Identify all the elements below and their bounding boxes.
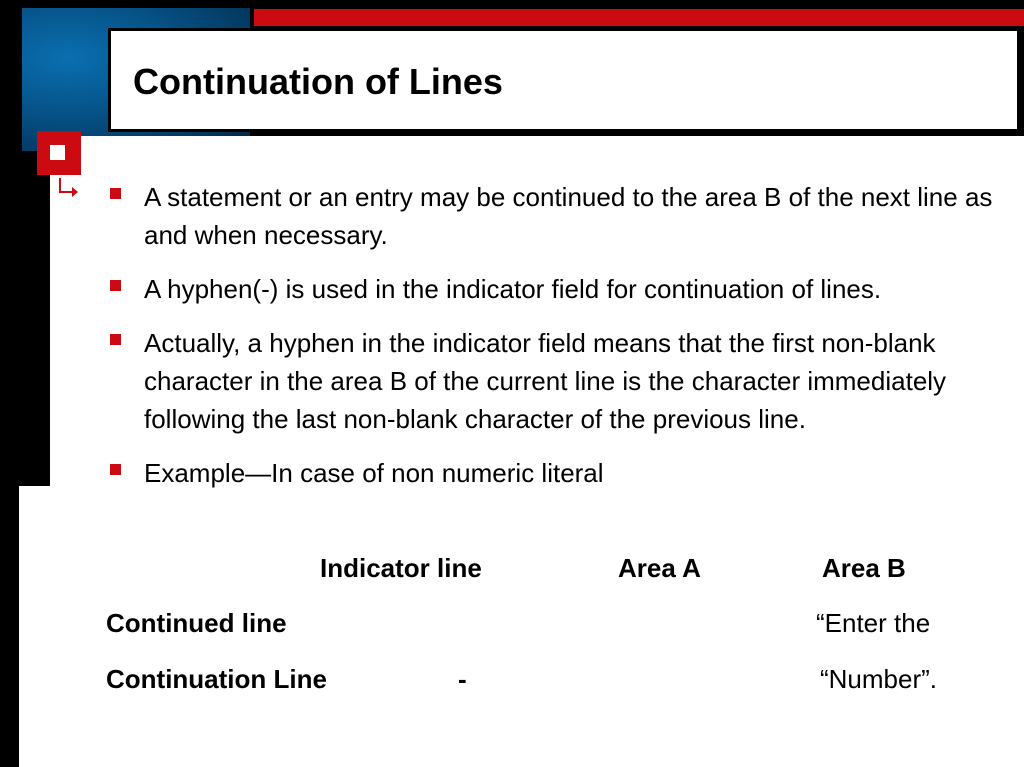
header-area-a: Area A — [618, 553, 701, 583]
red-top-bar — [254, 9, 1024, 26]
bullet-square-icon — [110, 188, 121, 199]
title-box — [108, 28, 1020, 132]
bullet-text: A hyphen(-) is used in the indicator field for continuation of lines. — [144, 274, 882, 304]
bullet-text: A statement or an entry may be continued to the area B of the next line as and when necessary. — [144, 182, 993, 250]
bullet-square-icon — [110, 334, 121, 345]
row-indicator-continuation: - — [458, 664, 467, 694]
bullet-item — [108, 178, 1013, 254]
row-label-continued: Continued line — [106, 608, 287, 638]
bullet-text: Example—In case of non numeric literal — [144, 458, 604, 488]
row-label-continuation: Continuation Line — [106, 664, 327, 694]
slide-title: Continuation of Lines — [133, 61, 503, 102]
bullet-item — [108, 324, 1013, 438]
header-indicator-line: Indicator line — [320, 553, 482, 583]
red-square-icon — [37, 131, 81, 175]
row-area-b-continued: “Enter the — [816, 608, 931, 638]
bullet-square-icon — [110, 464, 121, 475]
bullet-list — [108, 178, 1013, 508]
row-area-b-continuation: “Number”. — [820, 664, 938, 694]
red-square-inner — [50, 145, 65, 160]
bullet-text: Actually, a hyphen in the indicator field means that the first non-blank character in the area B of the current line is the character immediately following the last non-blank character of the previous line. — [144, 328, 947, 434]
header-area-b: Area B — [822, 553, 906, 583]
bullet-item — [108, 270, 1013, 308]
bullet-item — [108, 454, 1013, 492]
corner-arrow-icon — [56, 176, 86, 200]
bullet-square-icon — [110, 280, 121, 291]
